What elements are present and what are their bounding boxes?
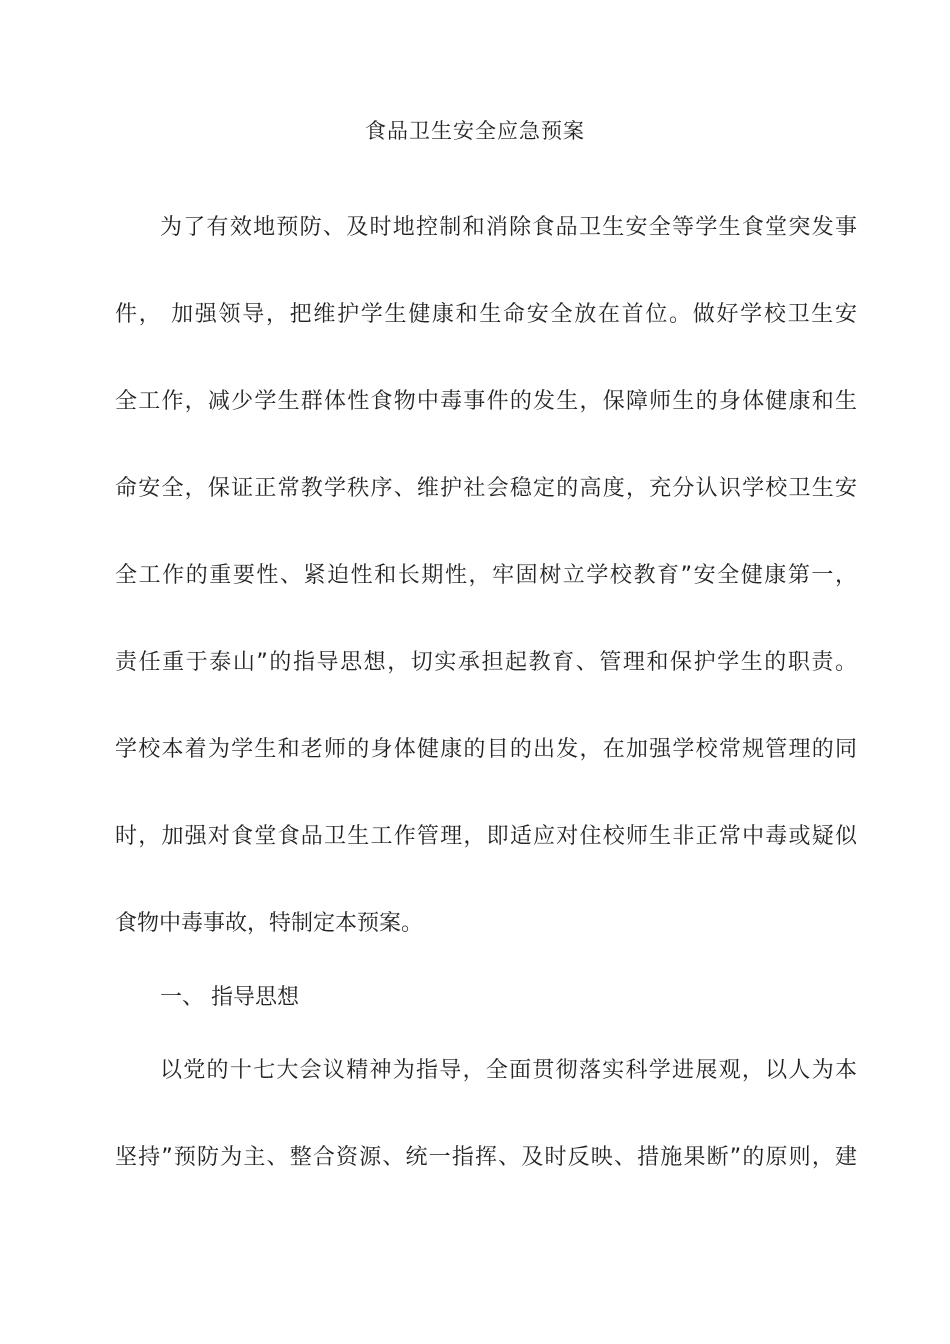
paragraph-line: 食物中毒事故，特制定本预案。 [115, 911, 424, 936]
paragraph-line: 命安全，保证正常教学秩序、维护社会稳定的高度，充分认识学校卫生安 [115, 476, 857, 501]
section-paragraph-line: 坚持”预防为主、整合资源、统一指挥、及时反映、措施果断”的原则，建 [115, 1145, 857, 1170]
section-paragraph-line: 以党的十七大会议精神为指导，全面贯彻落实科学进展观，以人为本 [160, 1058, 857, 1083]
paragraph-line: 全工作，减少学生群体性食物中毒事件的发生，保障师生的身体健康和生 [115, 389, 857, 414]
paragraph-line: 责任重于泰山”的指导思想，切实承担起教育、管理和保护学生的职责。 [115, 650, 857, 675]
paragraph-line: 学校本着为学生和老师的身体健康的目的出发，在加强学校常规管理的同 [115, 737, 857, 762]
paragraph-line: 全工作的重要性、紧迫性和长期性，牢固树立学校教育”安全健康第一， [115, 563, 857, 588]
paragraph-line: 为了有效地预防、及时地控制和消除食品卫生安全等学生食堂突发事 [160, 215, 857, 240]
paragraph-line: 件， 加强领导，把维护学生健康和生命安全放在首位。做好学校卫生安 [115, 302, 857, 327]
document-title: 食品卫生安全应急预案 [365, 119, 585, 143]
paragraph-line: 时，加强对食堂食品卫生工作管理，即适应对住校师生非正常中毒或疑似 [115, 824, 857, 849]
section-heading: 一、 指导思想 [160, 985, 299, 1010]
